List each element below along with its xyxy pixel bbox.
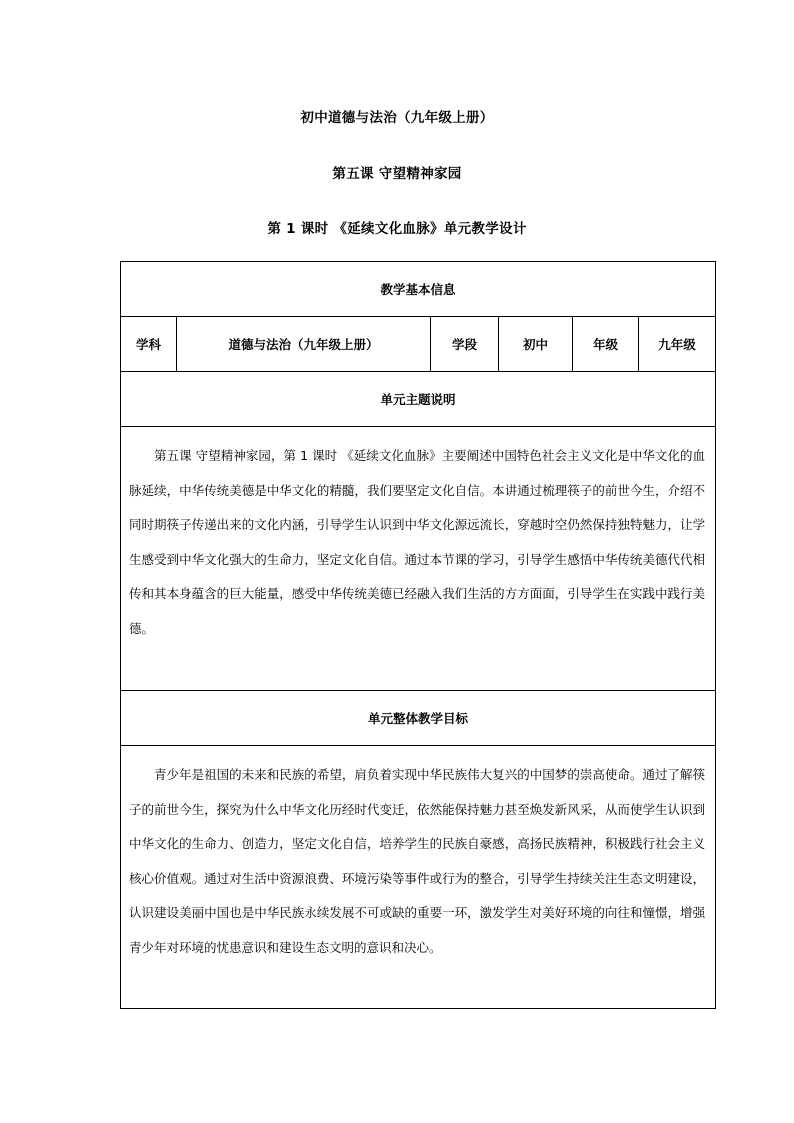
theme-header-row bbox=[121, 372, 716, 427]
document-subtitle: 第 1 课时 《延续文化血脉》单元教学设计 bbox=[267, 221, 527, 237]
goal-header-row bbox=[121, 691, 716, 746]
document-title: 初中道德与法治（九年级上册） bbox=[300, 110, 494, 126]
basic-info-header: 教学基本信息 bbox=[121, 262, 716, 317]
theme-text: 第五课 守望精神家园，第 1 课时 《延续文化血脉》主要阐述中国特色社会主义文化是中华文化的血脉延续，中华传统美德是中华文化的精髓，我们要坚定文化自信。本讲通过梳理筷子的前世今生，介绍不同时期筷子传递出来的文化内涵，引导学生认识到中华文化源远流长，穿越时空仍然保持独特魅力，让学生感受到中华文化强大的生命力，坚定文化自信。通过本节课的学习，引导学生感悟中华传统美德代代相传和其本身蕴含的巨大能量，感受中华传统美德已经融入我们生活的方方面面，引导学生在实践中践行美德。 bbox=[121, 427, 716, 691]
basic-info-row bbox=[121, 262, 716, 317]
subject-label: 学科 bbox=[121, 317, 177, 372]
theme-text-row bbox=[121, 427, 716, 691]
lesson-title: 第五课 守望精神家园 bbox=[332, 166, 462, 182]
info-row bbox=[121, 317, 716, 372]
subject-value: 道德与法治（九年级上册） bbox=[177, 317, 431, 372]
goal-text-row bbox=[121, 746, 716, 1009]
stage-value: 初中 bbox=[499, 317, 573, 372]
teaching-design-table bbox=[120, 261, 716, 1009]
theme-header: 单元主题说明 bbox=[121, 372, 716, 427]
grade-value: 九年级 bbox=[639, 317, 716, 372]
goal-header: 单元整体教学目标 bbox=[121, 691, 716, 746]
goal-text: 青少年是祖国的未来和民族的希望，肩负着实现中华民族伟大复兴的中国梦的崇高使命。通过了解筷子的前世今生，探究为什么中华文化历经时代变迁，依然能保持魅力甚至焕发新风采，从而使学生认识到中华文化的生命力、创造力，坚定文化自信，培养学生的民族自豪感，高扬民族精神，积极践行社会主义核心价值观。通过对生活中资源浪费、环境污染等事件或行为的整合，引导学生持续关注生态文明建设，认识建设美丽中国也是中华民族永续发展不可或缺的重要一环，激发学生对美好环境的向往和憧憬，增强青少年对环境的忧患意识和建设生态文明的意识和决心。 bbox=[121, 746, 716, 1009]
grade-label: 年级 bbox=[573, 317, 639, 372]
stage-label: 学段 bbox=[431, 317, 499, 372]
